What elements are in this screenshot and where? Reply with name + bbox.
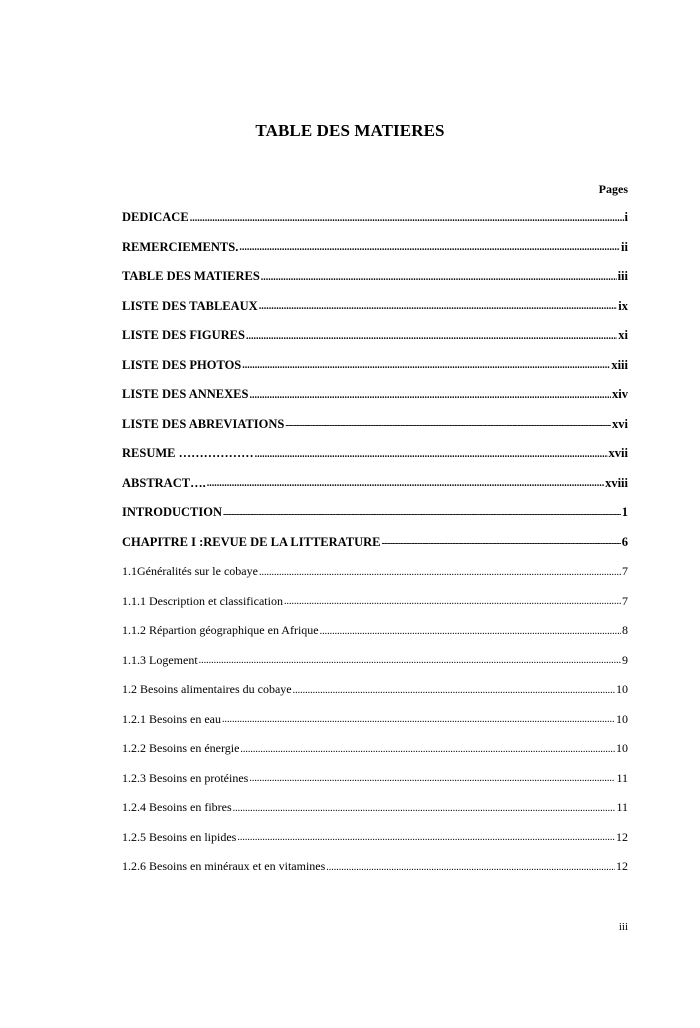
toc-entry-label: 1.1.2 Répartion géographique en Afrique	[122, 623, 319, 638]
toc-entry-page: 9	[622, 652, 628, 667]
toc-entry[interactable]	[122, 646, 628, 676]
toc-entry[interactable]	[122, 852, 628, 882]
toc-entry-label: 1.2.6 Besoins en minéraux et en vitamines	[122, 859, 326, 874]
toc-entry-page: 11	[616, 800, 628, 815]
toc-entry-page: ii	[621, 239, 628, 254]
toc-entry-label: 1.2.1 Besoins en eau	[122, 711, 221, 726]
toc-entry[interactable]	[122, 498, 628, 528]
toc-entry[interactable]	[122, 233, 628, 263]
toc-entry[interactable]	[122, 203, 628, 233]
toc-entry-label: TABLE DES MATIERES	[122, 269, 260, 284]
toc-entry[interactable]	[122, 380, 628, 410]
toc-entry-page: iii	[617, 269, 628, 284]
toc-entry-label: RESUME ………………	[122, 446, 254, 461]
toc-entry-page: 7	[622, 564, 628, 579]
toc-entry-label: 1.2.2 Besoins en énergie	[122, 741, 240, 756]
toc-entry-label: INTRODUCTION	[122, 505, 223, 520]
toc-entry-label: 1.2 Besoins alimentaires du cobaye	[122, 682, 292, 697]
toc-leader	[239, 240, 620, 254]
toc-entry[interactable]	[122, 410, 628, 440]
toc-entry-page: 6	[621, 534, 628, 549]
toc-leader	[326, 860, 615, 874]
toc-entry-page: 11	[616, 770, 628, 785]
toc-leader	[249, 388, 611, 402]
toc-leader	[246, 329, 617, 343]
toc-entry[interactable]	[122, 823, 628, 853]
toc-entry[interactable]	[122, 262, 628, 292]
toc-entry-page: xvii	[608, 446, 628, 461]
toc-entry-label: LISTE DES ANNEXES	[122, 387, 249, 402]
toc-entry-page: xiv	[612, 387, 628, 402]
toc-entry-label: LISTE DES ABREVIATIONS	[122, 416, 285, 431]
toc-leader	[207, 476, 604, 490]
toc-entry[interactable]	[122, 675, 628, 705]
page-title: TABLE DES MATIERES	[255, 121, 445, 140]
toc-entry-page: xiii	[611, 357, 628, 372]
toc-entry-page: 7	[622, 593, 628, 608]
toc-entry[interactable]	[122, 321, 628, 351]
toc-leader	[240, 742, 615, 756]
toc-entry-label: LISTE DES FIGURES	[122, 328, 245, 343]
toc-entry-label: 1.2.5 Besoins en lipides	[122, 829, 237, 844]
toc-entry-page: 10	[616, 741, 628, 756]
toc-leader	[261, 270, 617, 284]
toc-entry-label: CHAPITRE I :REVUE DE LA LITTERATURE	[122, 534, 381, 549]
toc-entry-label: LISTE DES TABLEAUX	[122, 298, 258, 313]
toc-entry[interactable]	[122, 469, 628, 499]
toc-entry-label: REMERCIEMENTS.	[122, 239, 239, 254]
toc-leader	[223, 506, 621, 520]
toc-entry-page: ix	[618, 298, 628, 313]
toc-entry-page: xi	[618, 328, 628, 343]
pages-column-label: Pages	[598, 182, 628, 196]
toc-leader	[249, 771, 615, 785]
toc-entry-label: ABSTRACT….	[122, 475, 206, 490]
toc-entry-page: 10	[616, 682, 628, 697]
toc-entry-label: 1.1Généralités sur le cobaye	[122, 564, 258, 579]
toc-entry[interactable]	[122, 616, 628, 646]
toc-leader	[259, 565, 621, 579]
toc-leader	[199, 653, 621, 667]
toc-leader	[190, 211, 624, 225]
toc-leader	[382, 535, 621, 549]
footer-page-number: iii	[618, 921, 628, 933]
toc-leader	[242, 358, 610, 372]
toc-leader	[255, 447, 608, 461]
toc-entry-label: DEDICACE	[122, 210, 189, 225]
toc-entry[interactable]	[122, 764, 628, 794]
toc-entry[interactable]	[122, 439, 628, 469]
toc-entry-page: xviii	[605, 475, 628, 490]
toc-entry-label: 1.2.4 Besoins en fibres	[122, 800, 232, 815]
toc-leader	[293, 683, 615, 697]
toc-entry-page: 10	[616, 711, 628, 726]
toc-entry[interactable]	[122, 793, 628, 823]
toc-entry[interactable]	[122, 528, 628, 558]
toc-entry-page: i	[624, 210, 628, 225]
toc-entry-label: LISTE DES PHOTOS	[122, 357, 242, 372]
table-of-contents	[122, 203, 628, 882]
toc-entry-page: 1	[621, 505, 628, 520]
toc-leader	[285, 417, 611, 431]
toc-entry[interactable]	[122, 557, 628, 587]
toc-leader	[237, 830, 615, 844]
toc-entry[interactable]	[122, 734, 628, 764]
toc-leader	[284, 594, 621, 608]
toc-entry[interactable]	[122, 292, 628, 322]
toc-leader	[259, 299, 618, 313]
toc-entry-label: 1.2.3 Besoins en protéines	[122, 770, 249, 785]
toc-entry-page: 12	[616, 859, 628, 874]
toc-entry-label: 1.1.3 Logement	[122, 652, 198, 667]
toc-leader	[320, 624, 621, 638]
toc-entry-page: 12	[616, 829, 628, 844]
toc-entry-page: xvi	[612, 416, 628, 431]
toc-entry-label: 1.1.1 Description et classification	[122, 593, 283, 608]
toc-entry[interactable]	[122, 587, 628, 617]
toc-leader	[222, 712, 615, 726]
toc-leader	[233, 801, 616, 815]
toc-entry[interactable]	[122, 351, 628, 381]
toc-entry[interactable]	[122, 705, 628, 735]
toc-entry-page: 8	[622, 623, 628, 638]
